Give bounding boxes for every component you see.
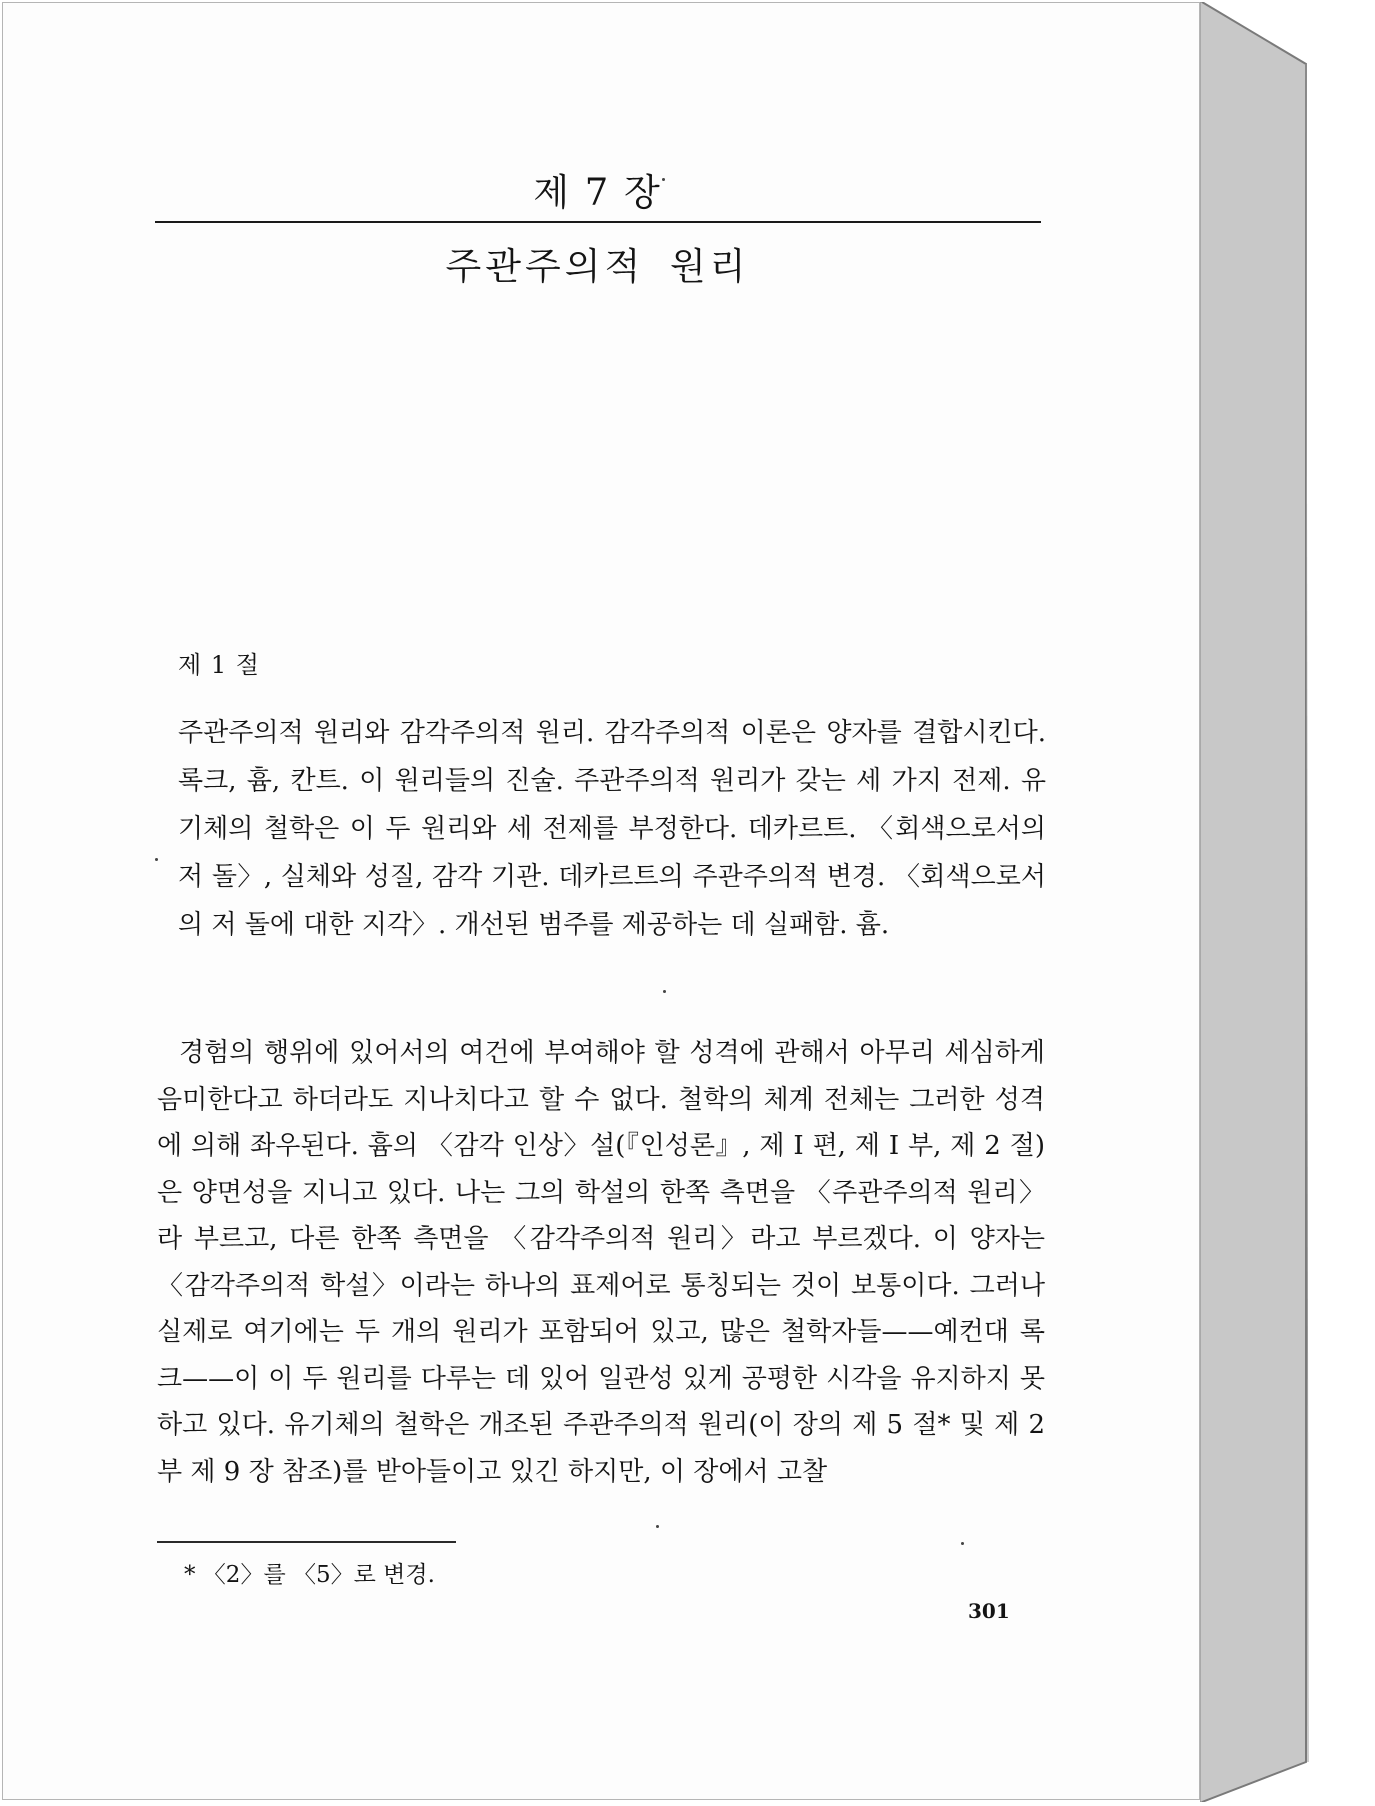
section-summary: 주관주의적 원리와 감각주의적 원리. 감각주의적 이론은 양자를 결합시킨다. 록크, 흄, 칸트. 이 원리들의 진술. 주관주의적 원리가 갖는 세 가지 전제. 유기체의 철학은 이 두 원리와 세 전제를 부정한다. 데카르트. 〈회색으로서의 저 돌〉, 실체와 성질, 감각 기관. 데카르트의 주관주의적 변경. 〈회색으로서의 저 돌에 대한 지각〉. 개선된 범주를 제공하는 데 실패함. 흄.	[178, 718, 1046, 940]
scan-speck	[961, 1542, 964, 1545]
chapter-divider	[155, 221, 1041, 223]
scan-speck	[656, 1525, 659, 1528]
chapter-number: 제 7 장	[533, 171, 662, 214]
section-heading: 제 1 절	[178, 651, 260, 679]
page-number: 301	[968, 1599, 1010, 1623]
body-paragraph: 경험의 행위에 있어서의 여건에 부여해야 할 성격에 관해서 아무리 세심하게 음미한다고 하더라도 지나치다고 할 수 없다. 철학의 체계 전체는 그러한 성격에 의해 좌우된다. 흄의 〈감각 인상〉설(『인성론』, 제 I 편, 제 I 부, 제 2 절)은 양면성을 지니고 있다. 나는 그의 학설의 한쪽 측면을 〈주관주의적 원리〉라 부르고, 다른 한쪽 측면을 〈감각주의적 원리〉라고 부르겠다. 이 양자는 〈감각주의적 학설〉이라는 하나의 표제어로 통칭되는 것이 보통이다. 그러나 실제로 여기에는 두 개의 원리가 포함되어 있고, 많은 철학자들——예컨대 록크——이 이 두 원리를 다루는 데 있어 일관성 있게 공평한 시각을 유지하지 못하고 있다. 유기체의 철학은 개조된 주관주의적 원리(이 장의 제 5 절* 및 제 2 부 제 9 장 참조)를 받아들이고 있긴 하지만, 이 장에서 고찰	[157, 1038, 1045, 1487]
scan-speck	[155, 858, 158, 861]
scan-speck	[663, 990, 666, 993]
footnote-divider	[157, 1541, 456, 1543]
book-spine	[1200, 2, 1310, 1802]
scan-speck	[662, 178, 665, 181]
footnote: * 〈2〉를 〈5〉로 변경.	[184, 1562, 435, 1588]
chapter-title: 주관주의적 원리	[445, 245, 750, 288]
